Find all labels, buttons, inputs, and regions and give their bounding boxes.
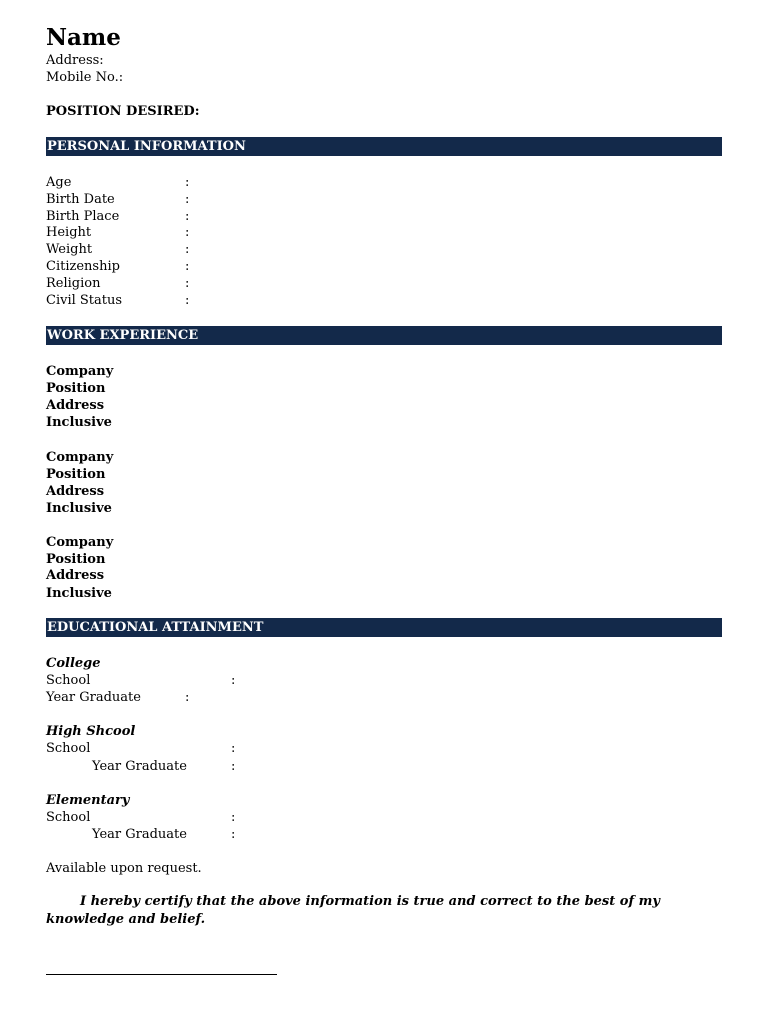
references-text: Available upon request. [46, 861, 202, 876]
school-label: School [46, 741, 91, 756]
field-label-birth-date: Birth Date [46, 192, 115, 207]
work-position-label: Position [46, 381, 106, 396]
work-company-label: Company [46, 535, 114, 550]
field-colon: : [185, 192, 190, 207]
field-colon: : [185, 276, 190, 291]
work-address-label: Address [46, 484, 105, 499]
school-label: School [46, 673, 91, 688]
year-graduate-label: Year Graduate [46, 690, 141, 705]
field-label-birth-place: Birth Place [46, 209, 120, 224]
field-colon: : [231, 673, 236, 688]
field-colon: : [231, 810, 236, 825]
work-inclusive-label: Inclusive [46, 415, 112, 430]
work-company-label: Company [46, 364, 114, 379]
educational-attainment-heading: EDUCATIONAL ATTAINMENT [46, 618, 722, 637]
work-address-label: Address [46, 568, 105, 583]
work-address-label: Address [46, 398, 105, 413]
work-position-label: Position [46, 552, 106, 567]
field-label-civil-status: Civil Status [46, 293, 123, 308]
applicant-name: Name [46, 24, 121, 51]
work-inclusive-label: Inclusive [46, 501, 112, 516]
field-colon: : [185, 209, 190, 224]
field-label-height: Height [46, 225, 92, 240]
mobile-label: Mobile No.: [46, 70, 124, 85]
position-desired-label: POSITION DESIRED: [46, 104, 200, 119]
field-label-weight: Weight [46, 242, 93, 257]
field-label-age: Age [46, 175, 72, 190]
work-experience-heading: WORK EXPERIENCE [46, 326, 722, 345]
field-colon: : [231, 759, 236, 774]
education-level-high-school: High Shcool [46, 724, 136, 739]
work-company-label: Company [46, 450, 114, 465]
school-label: School [46, 810, 91, 825]
field-label-citizenship: Citizenship [46, 259, 120, 274]
field-colon: : [185, 259, 190, 274]
signature-line [46, 974, 277, 975]
personal-information-heading: PERSONAL INFORMATION [46, 137, 722, 156]
field-colon: : [185, 293, 190, 308]
field-label-religion: Religion [46, 276, 101, 291]
field-colon: : [185, 242, 190, 257]
field-colon: : [231, 827, 236, 842]
address-label: Address: [46, 53, 104, 68]
certification-statement: I hereby certify that the above information is true and correct to the best of my knowledge and belief. [46, 894, 660, 927]
field-colon: : [185, 225, 190, 240]
year-graduate-label: Year Graduate [92, 827, 187, 842]
education-level-college: College [46, 656, 101, 671]
work-inclusive-label: Inclusive [46, 586, 112, 601]
work-position-label: Position [46, 467, 106, 482]
field-colon: : [185, 690, 190, 705]
education-level-elementary: Elementary [46, 793, 130, 808]
field-colon: : [185, 175, 190, 190]
year-graduate-label: Year Graduate [92, 759, 187, 774]
field-colon: : [231, 741, 236, 756]
